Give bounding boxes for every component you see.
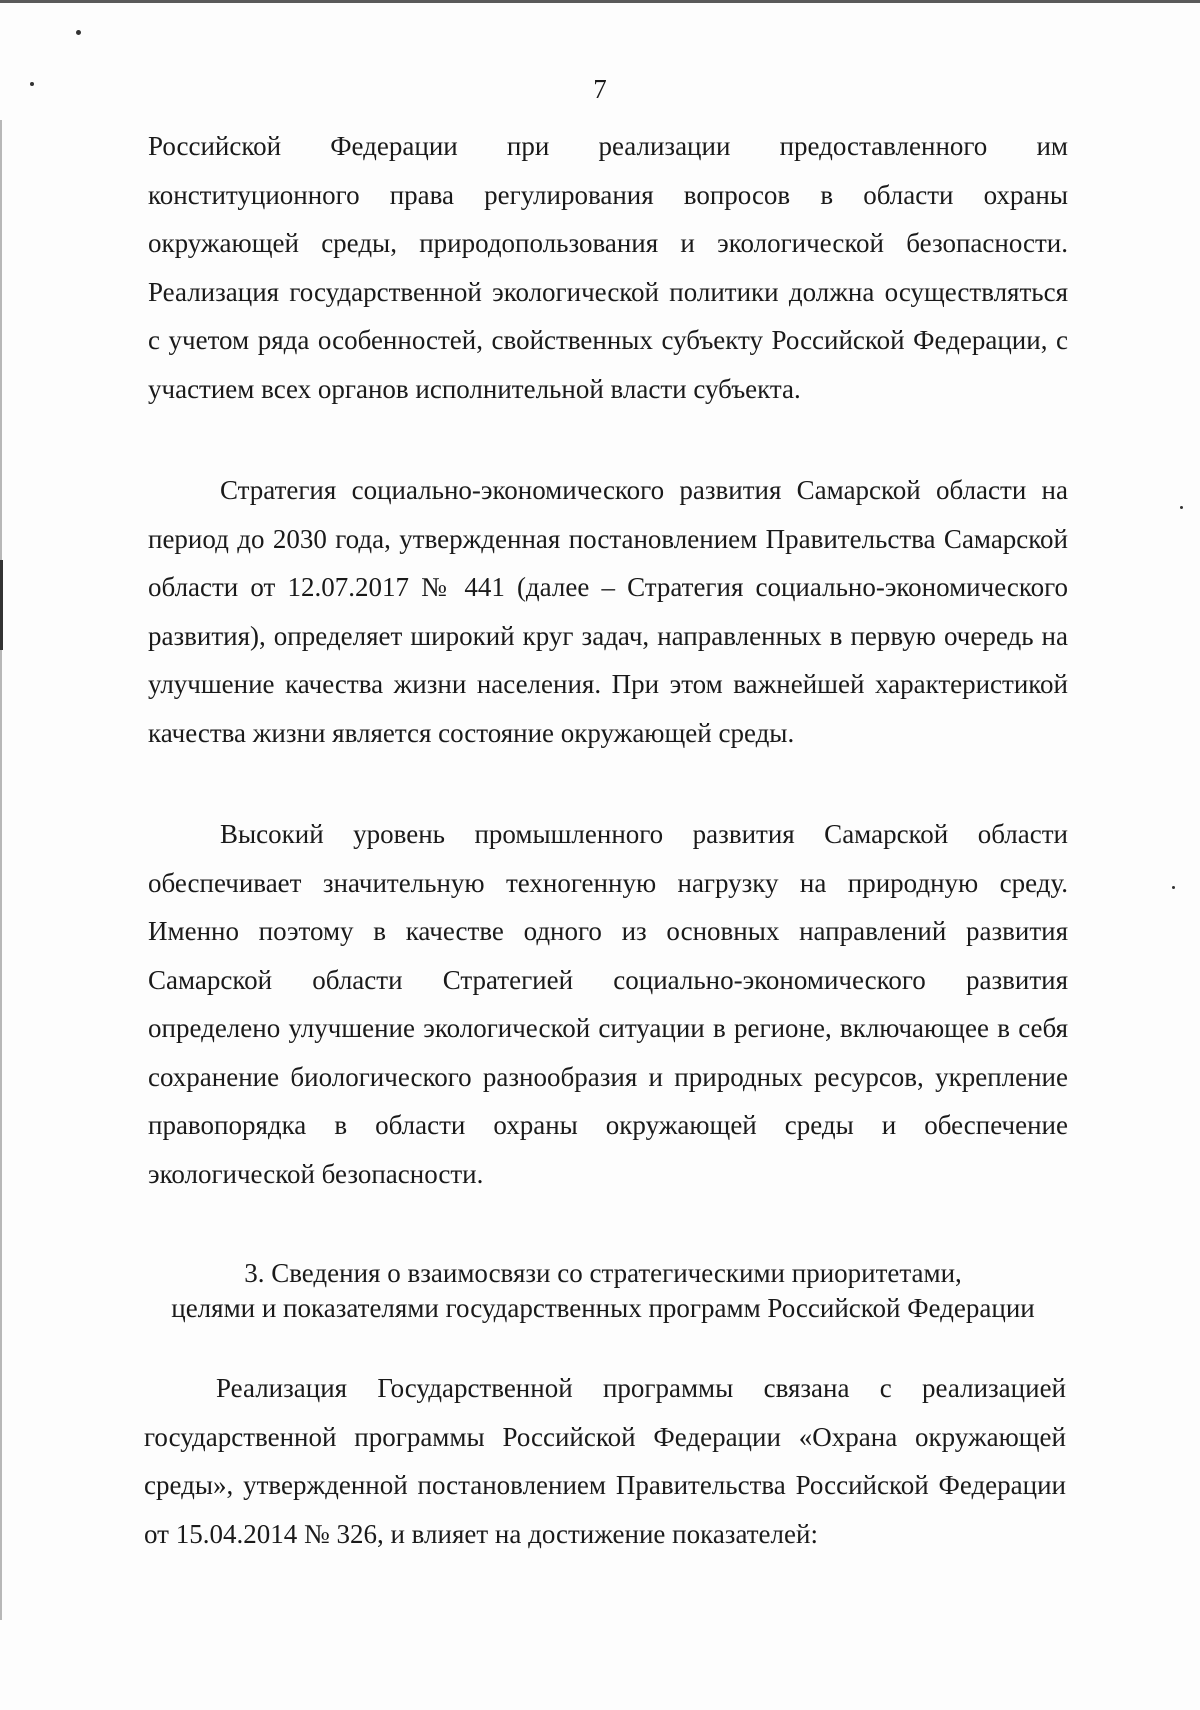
section-heading — [138, 1256, 1068, 1326]
scan-margin-mark — [0, 560, 3, 650]
paragraph: Высокий уровень промышленного развития Самарской области обеспечивает значительную техногенную нагрузку на природную среду. Именно поэтому в качестве одного из основных направлений развития Самарской области Стратегией социально-экономического развития определено улучшение экологической ситуации в регионе, включающее в себя сохранение биологического разнообразия и природных ресурсов, укрепление правопорядка в области охраны окружающей среды и обеспечение экологической безопасности. — [148, 819, 1068, 1189]
section-heading-line: 3. Сведения о взаимосвязи со стратегическими приоритетами, — [244, 1258, 962, 1288]
section-heading-line: целями и показателями государственных программ Российской Федерации — [171, 1293, 1035, 1323]
scan-speck — [76, 30, 81, 35]
paragraph: Реализация Государственной программы связана с реализацией государственной программы Российской Федерации «Охрана окружающей среды», утвержденной постановлением Правительства Российской Федерации от 15.04.2014 № 326, и влияет на достижение показателей: — [144, 1373, 1066, 1549]
page-number: 7 — [593, 74, 607, 104]
scan-left-edge — [0, 120, 2, 1620]
paragraph: Стратегия социально-экономического развития Самарской области на период до 2030 года, утвержденная постановлением Правительства Самарской области от 12.07.2017 № 441 (далее – Стратегия социально-экономического развития), определяет широкий круг задач, направленных в первую очередь на улучшение качества жизни населения. При этом важнейшей характеристикой качества жизни является состояние окружающей среды. — [148, 475, 1068, 748]
scan-speck — [1180, 506, 1183, 509]
scan-top-edge — [0, 0, 1200, 3]
paragraph: Российской Федерации при реализации предоставленного им конституционного права регулирования вопросов в области охраны окружающей среды, природопользования и экологической безопасности. Реализация государственной экологической политики должна осуществляться с учетом ряда особенностей, свойственных субъекту Российской Федерации, с участием всех органов исполнительной власти субъекта. — [148, 131, 1068, 404]
scan-speck — [1172, 886, 1175, 889]
